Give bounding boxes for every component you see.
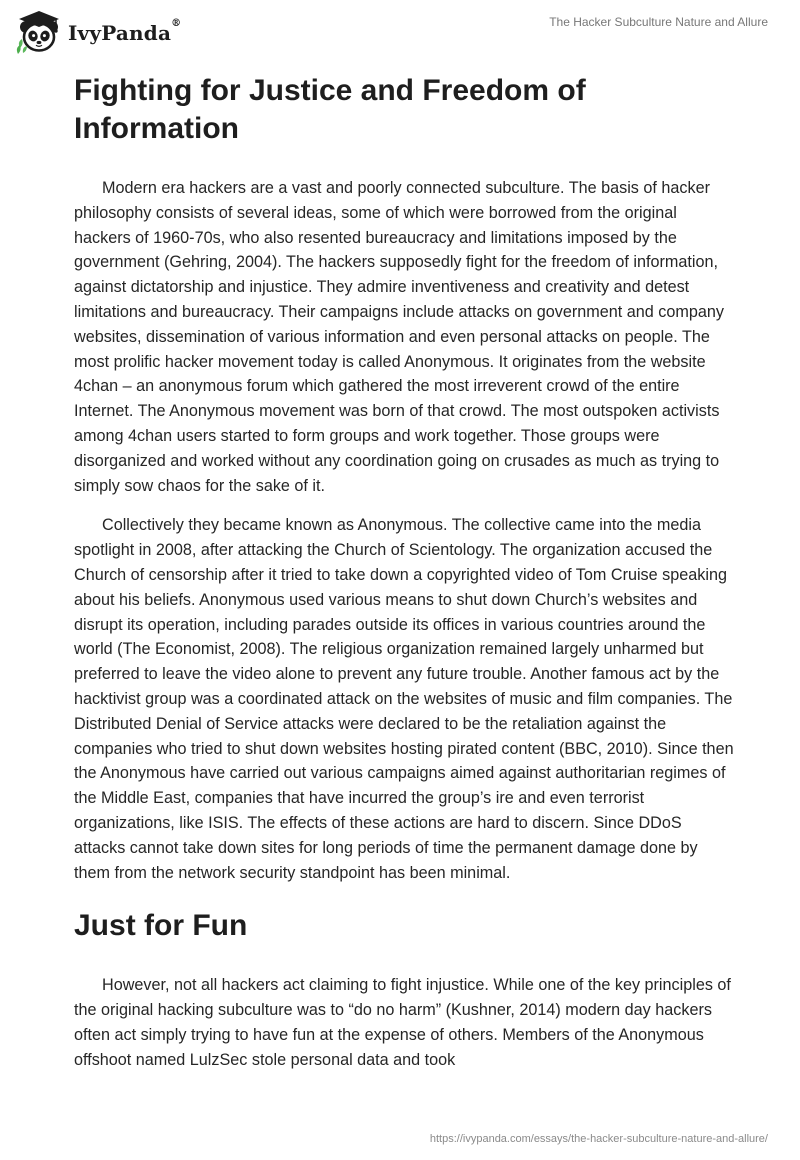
ivypanda-logo[interactable] [14,8,181,56]
section-heading-fun: Just for Fun [74,909,248,943]
panda-graduate-icon [14,8,64,56]
source-url[interactable]: https://ivypanda.com/essays/the-hacker-subculture-nature-and-allure/ [429,1133,768,1145]
page-header [0,0,800,60]
brand-registered-mark: ® [171,18,182,29]
article-body [74,72,734,1088]
document-title: The Hacker Subculture Nature and Allure [549,15,768,29]
paragraph-2: Collectively they became known as Anonymous. The collective came into the media spotlight in 2008, after attacking the Church of Scientology. The organization accused the Church of censorship after it tried to take down a copyrighted video of Tom Cruise speaking about his beliefs. Anonymous used various means to shut down Church’s websites and disrupt its operation, including parades outside its offices in various countries around the world (The Economist, 2008). The religious organization remained largely unharmed but preferred to leave the video alone to prevent any future trouble. Another famous act by the hacktivist group was a coordinated attack on the websites of music and film companies. The Distributed Denial of Service attacks were declared to be the retaliation against the companies who tried to shut down websites hosting pirated content (BBC, 2010). Since then the Anonymous have carried out various campaigns aimed against authoritarian regimes of the Middle East, companies that have incurred the group’s ire and even terrorist organizations, like ISIS. The effects of these actions are hard to discern. Since DDoS attacks cannot take down sites for long periods of time the permanent damage done by them from the network security standpoint has been minimal. [74,516,734,882]
brand-name-text: IvyPanda [68,21,172,45]
paragraph-1: Modern era hackers are a vast and poorly connected subculture. The basis of hacker philosophy consists of several ideas, some of which were borrowed from the original hackers of 1960-70s, who also resented bureaucracy and limitations imposed by the government (Gehring, 2004). The hackers supposedly fight for the freedom of information, against dictatorship and injustice. They admire inventiveness and creativity and detest limitations and bureaucracy. Their campaigns include attacks on government and company websites, dissemination of various information and even personal attacks on people. The most prolific hacker movement today is called Anonymous. It originates from the website 4chan – an anonymous forum which gathered the most irreverent crowd of the entire Internet. The Anonymous movement was born of that crowd. The most outspoken activists among 4chan users started to form groups and work together. Those groups were disorganized and worked without any coordination going on crusades as much as trying to simply sow chaos for the sake of it. [74,179,724,495]
brand-name [68,18,182,45]
section-heading-justice: Fighting for Justice and Freedom of Information [74,74,586,145]
paragraph-3: However, not all hackers act claiming to fight injustice. While one of the key principles of the original hacking subculture was to “do no harm” (Kushner, 2014) modern day hackers often act simply trying to have fun at the expense of others. Members of the Anonymous offshoot named LulzSec stole personal data and took [74,976,731,1069]
